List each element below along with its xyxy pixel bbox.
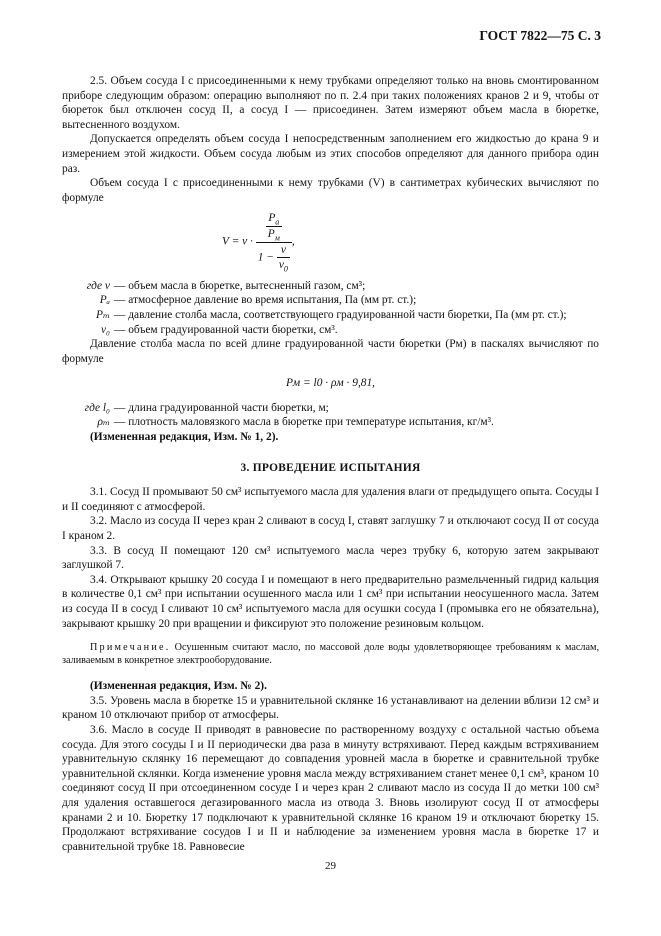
formula-main-fraction <box>256 211 292 272</box>
formula-lhs: V = v · <box>222 235 253 248</box>
page-number: 29 <box>325 860 336 872</box>
note-text: Осушенным считают масло, по массовой доле воды удовлетворяющее требованиям к маслам, заливаемым в конкретное электрооборудование. <box>62 642 599 667</box>
paragraph-3-5: 3.5. Уровень масла в бюретке 15 и уравнительной склянке 16 устанавливают на делении вблизи 12 см³ и краном 10 отключают прибор от атмосферы. <box>62 694 599 722</box>
formula-pressure: Pм = l0 · ρм · 9,81, <box>285 377 376 390</box>
formula-denominator: 1 − $\frac{v}{v_0}$ <box>257 243 288 274</box>
document-body <box>62 74 599 854</box>
paragraph-3-4: 3.4. Открывают крышку 20 сосуда I и помещают в него предварительно размельченный гидрид кальция в количестве 0,1 см³ при испытании осушенного масла или 1 см³ при испытании неосушенного масла. Затем из сосуда II в сосуд I сливают 10 см³ испытуемого масла для осушки сосуда I (промывка его не обязательна), закрывают крышку 20 при вращении и фиксируют это положение резиновым кольцом. <box>62 573 599 630</box>
legend-row: Pₐ — атмосферное давление во время испытания, Па (мм рт. ст.); <box>99 294 417 307</box>
paragraph-3-3: 3.3. В сосуд II помещают 120 см³ испытуемого масла через трубку 6, которую затем закрывают заглушкой 7. <box>62 544 599 572</box>
formula-pressure-ratio: $P_а$ $P_м$ <box>267 212 280 243</box>
legend-row: ρₘ — плотность маловязкого масла в бюретке при температуре испытания, кг/м³. <box>97 416 494 429</box>
legend-formula-2 <box>62 401 599 430</box>
page-header: ГОСТ 7822—75 С. 3 <box>479 28 601 43</box>
paragraph-3-2: 3.2. Масло из сосуда II через кран 2 сливают в сосуд I, ставят заглушку 7 и отключают сосуд II от сосуда I краном 2. <box>62 515 599 543</box>
legend-row: где v — объем масла в бюретке, вытесненный газом, см³; <box>86 279 366 292</box>
paragraph-allowed: Допускается определять объем сосуда I непосредственным заполнением его жидкостью до крана 9 и измерением этой жидкости. Объем сосуда любым из этих способов определяют для данного прибора один раз. <box>62 133 599 175</box>
paragraph-volume: Объем сосуда I с присоединенными к нему трубками (V) в сантиметрах кубических вычисляют по формуле <box>62 177 599 204</box>
paragraph-3-6: 3.6. Масло в сосуде II приводят в равновесие по растворенному воздуху с остальной частью объема сосуда. Для этого сосуды I и II периодически два раза в минуту встряхивают. Перед каждым встряхиванием уравнительную склянку 16 перемещают до совпадения уровней масла в бюретке и сравнительной трубке уравнительной склянки. Когда изменение уровня масла между встряхиванием станет менее 0,1 см³, краном 10 соединяют сосуд II при отсоединенном сосуде I и через кран 2 сливают масло из сосуда II до метки 100 см³ для удаления оставшегося дегазированного масла из отвода 3. Вновь изолируют сосуд II от атмосферы кранами 2 и 10. Бюретку 17 подключают к уравнительной склянке 16 краном 19 и отключают бюретку 15. Продолжают встряхивание сосудов I и II и наблюдение за изменением уровня масла в бюретке 17 и сравнительной трубке 18. Равновесие <box>62 723 599 853</box>
formula-volume-ratio: $\frac{v}{v_0}$ <box>278 243 288 274</box>
legend-row: Pₘ — давление столба масла, соответствующего градуированной части бюретки, Па (мм рт. ст.); <box>96 308 567 321</box>
note <box>62 641 599 667</box>
legend-row: v₀ — объем градуированной части бюретки, см³. <box>100 323 338 336</box>
revision-note-2: (Измененная редакция, Изм. № 2). <box>90 680 267 693</box>
paragraph-2-5: 2.5. Объем сосуда I с присоединенными к нему трубками определяют только на вновь смонтированном приборе следующим образом: операцию выполняют по п. 2.4 при таких положениях кранов 2 и 9, чтобы от бюреток был отключен сосуд II, а сосуд I — присоединен. Затем измеряют объем масла в бюретке, вытесненного воздухом. <box>62 75 599 131</box>
note-label: Примечание. <box>90 642 171 654</box>
paragraph-pressure: Давление столба масла по всей длине градуированной части бюретки (Pм) в паскалях вычисляют по формуле <box>62 338 599 365</box>
revision-note-1: (Измененная редакция, Изм. № 1, 2). <box>90 431 279 444</box>
legend-row: где l₀ — длина градуированной части бюретки, м; <box>84 401 329 414</box>
legend-formula-1 <box>62 279 599 337</box>
section-title-3: 3. ПРОВЕДЕНИЕ ИСПЫТАНИЯ <box>240 461 421 474</box>
formula-volume: V = v · $P_а$ $P_м$ 1 − $\frac{v}{v_0}$ , <box>222 212 295 274</box>
paragraph-3-1: 3.1. Сосуд II промывают 50 см³ испытуемого масла для удаления влаги от предыдущего опыта. Сосуды I и II соединяют с атмосферой. <box>62 486 599 513</box>
formula-numerator <box>256 211 292 242</box>
